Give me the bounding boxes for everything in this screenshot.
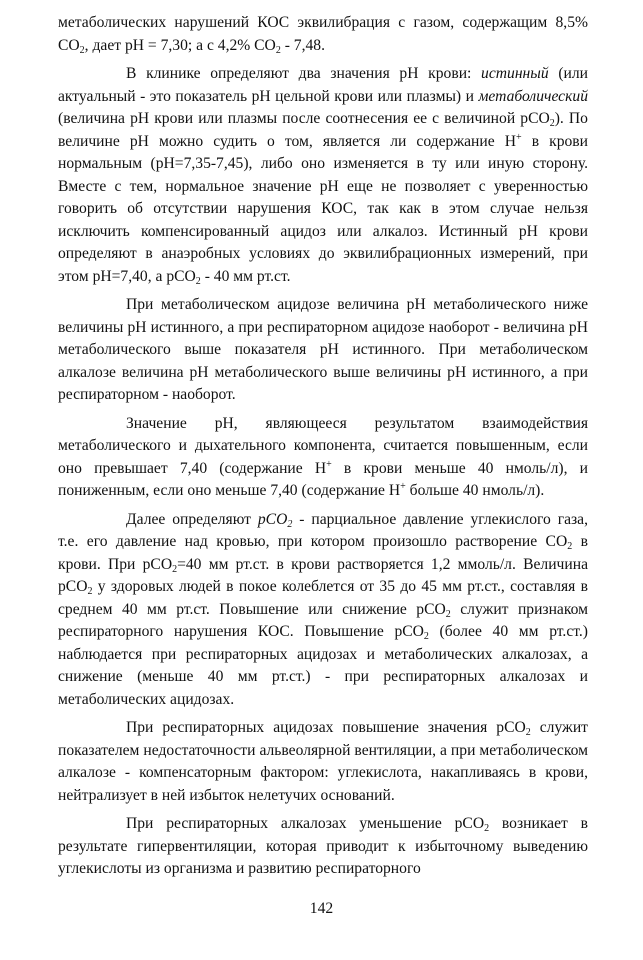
paragraph: При респираторных алкалозах уменьшение pCO$_2$ возникает в результате гипервентиляции, которая приводит к избыточному выведению углекислоты из организма и развитию респираторного: [58, 815, 589, 877]
italic-term: метаболический: [478, 87, 588, 105]
subscript: 2: [275, 44, 281, 56]
subscript: 2: [525, 727, 531, 738]
subscript: 2: [287, 518, 293, 530]
subscript: 2: [445, 608, 451, 620]
subscript: 2: [79, 44, 85, 56]
paragraph: При метаболическом ацидозе величина pH метаболического ниже величины pH истинного, а при респираторном ацидозе наоборот - величина pH метаболического выше показателя pH истинного. При метаболическом алкалозе величина pH метаболического выше величины pH истинного, а при респираторном - наоборот.: [58, 296, 588, 403]
page-number: 142: [309, 900, 334, 917]
subscript: 2: [195, 275, 201, 287]
italic-term: pCO: [257, 510, 288, 528]
page-body: [58, 12, 588, 887]
paragraph: Значение pH, являющееся результатом взаимодействия метаболического и дыхательного компонента, считается повышенным, если оно превышает 7,40 (содержание H+ в крови меньше 40 нмоль/л), и пониженным, если оно меньше 7,40 (содержание H+ больше 40 нмоль/л).: [58, 414, 588, 499]
paragraph: В клинике определяют два значения pH крови: истинный (или актуальный - это показатель pH цельной крови или плазмы) и метаболический (величина pH крови или плазмы после соотнесения ее с величиной pCO$_2$). По величине pH можно судить о том, является ли содержание H+ в крови нормальным (pH=7,35-7,45), либо оно изменяется в ту или иную сторону. Вместе с тем, нормальное значение pH еще не позволяет с уверенностью говорить об отсутствии нарушения КОС, так как в этом случае нельзя исключить компенсированный ацидоз или алкалоз. Истинный pH крови определяют в анаэробных условиях до эквилибрационных измерений, при этом pH=7,40, а pCO$_2$ - 40 мм рт.ст.: [58, 65, 589, 287]
subscript: 2: [567, 541, 573, 552]
subscript: 2: [172, 563, 178, 575]
paragraph: Далее определяют pCO$_2$ - парциальное давление углекислого газа, т.е. его давление над кровью, при котором произошло растворение $CO_2$ в крови. При pCO$_2$=40 мм рт.ст. в крови растворяется 1,2 ммоль/л. Величина pCO$_2$ у здоровых людей в покое колеблется от 35 до 45 мм рт.ст., составляя в среднем 40 мм рт.ст. Повышение или снижение pCO$_2$ служит признаком респираторного нарушения КОС. Повышение pCO$_2$ (более 40 мм рт.ст.) наблюдается при респираторных ацидозах и метаболических алкалозах, а снижение (меньше 40 мм рт.ст.) - при респираторных алкалозах и метаболических ацидозах.: [58, 510, 589, 708]
superscript: +: [400, 481, 406, 492]
superscript: +: [515, 131, 522, 143]
italic-term: истинный: [481, 65, 549, 82]
superscript: +: [326, 458, 332, 470]
paragraph: При респираторных ацидозах повышение значения pCO$_2$ служит показателем недостаточности альвеолярной вентиляции, а при метаболическом алкалозе - компенсаторным фактором: углекислота, накапливаясь в крови, нейтрализует в ней избыток нелетучих оснований.: [58, 719, 588, 804]
subscript: 2: [484, 823, 490, 834]
subscript: 2: [87, 586, 93, 597]
subscript: 2: [549, 118, 555, 129]
paragraph: метаболических нарушений КОС эквилибрация с газом, содержащим 8,5% $CO_2$, дает pH = 7,30; а с 4,2% $CO_2 - 7,48$.: [58, 14, 588, 56]
subscript: 2: [423, 631, 429, 642]
